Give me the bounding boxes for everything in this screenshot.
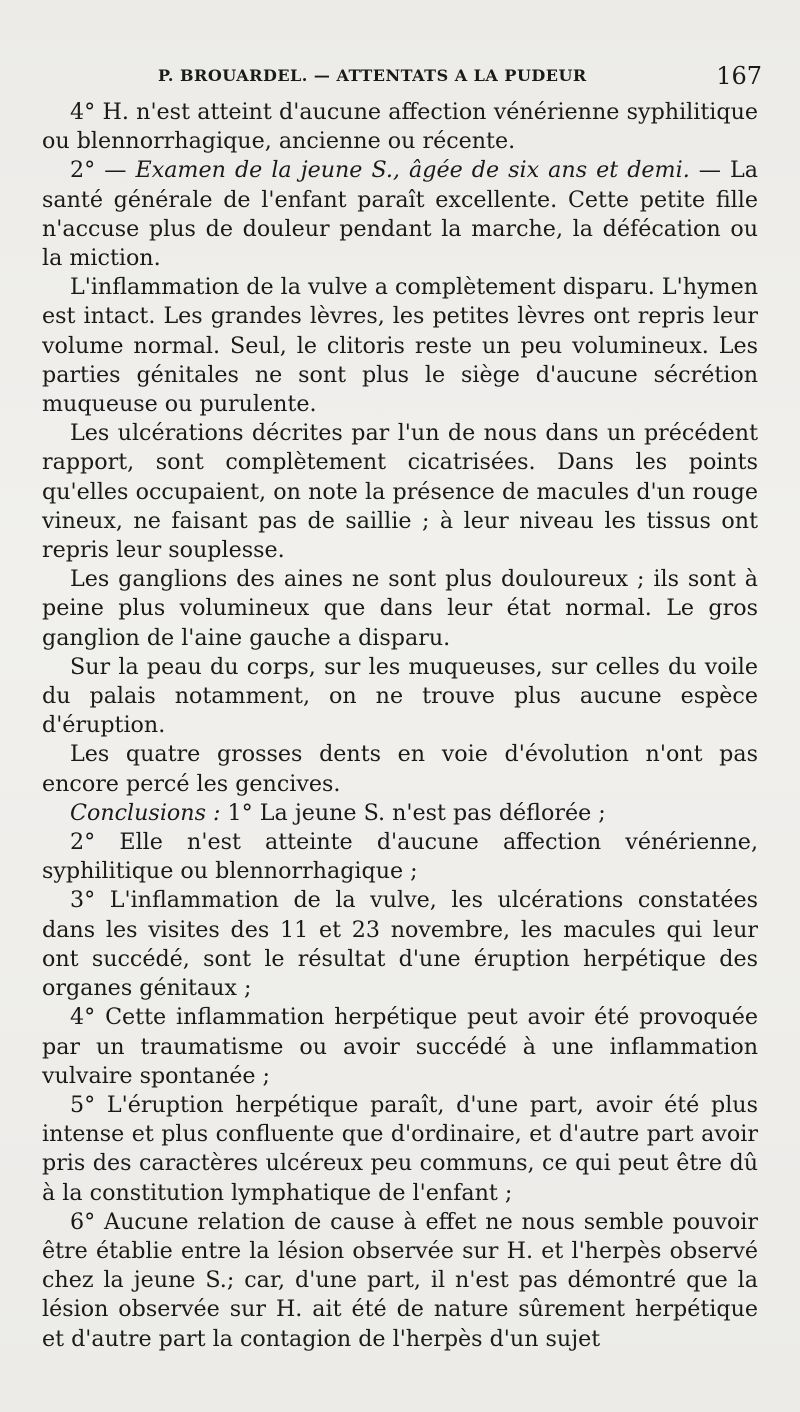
paragraph: Conclusions : 1° La jeune S. n'est pas déflorée ;: [70, 799, 606, 826]
running-head: P. BROUARDEL. — ATTENTATS A LA PUDEUR: [158, 66, 587, 85]
paragraph: 6° Aucune relation de cause à effet ne nous semble pouvoir être établie entre la lésion observée sur H. et l'herpès observé chez la jeune S.; car, d'une part, il n'est pas démontré que la lésion observée sur H. ait été de nature sûrement herpétique et d'autre part la contagion de l'herpès d'un sujet: [42, 1208, 758, 1352]
paragraph: Sur la peau du corps, sur les muqueuses, sur celles du voile du palais notamment, on ne trouve plus aucune espèce d'éruption.: [42, 653, 758, 739]
paragraph: 4° H. n'est atteint d'aucune affection vénérienne syphilitique ou blennorrhagique, ancienne ou récente.: [42, 99, 758, 155]
conclusions-heading: Conclusions :: [70, 799, 221, 826]
paragraph: Les ulcérations décrites par l'un de nous dans un précédent rapport, sont complètement cicatrisées. Dans les points qu'elles occupaient, on note la présence de macules d'un rouge vineux, ne faisant pas de saillie ; à leur niveau les tissus ont repris leur souplesse.: [42, 420, 758, 564]
body-text: [42, 98, 758, 1354]
paragraph: 3° L'inflammation de la vulve, les ulcérations constatées dans les visites des 11 et 23 novembre, les macules qui leur ont succédé, sont le résultat d'une éruption herpétique des organes génitaux ;: [42, 887, 758, 1002]
section-heading: Examen de la jeune S., âgée de six ans et demi.: [135, 157, 690, 184]
page-header: [40, 62, 762, 96]
paragraph: 4° Cette inflammation herpétique peut avoir été provoquée par un traumatisme ou avoir succédé à une inflammation vulvaire spontanée ;: [42, 1004, 758, 1089]
page-number: 167: [716, 62, 762, 90]
paragraph: 2° Elle n'est atteinte d'aucune affection vénérienne, syphilitique ou blennorrhagique ;: [42, 829, 758, 885]
paragraph: 5° L'éruption herpétique paraît, d'une part, avoir été plus intense et plus confluente que d'ordinaire, et d'autre part avoir pris des caractères ulcéreux peu communs, ce qui peut être dû à la constitution lymphatique de l'enfant ;: [42, 1091, 758, 1206]
paragraph: Les ganglions des aines ne sont plus douloureux ; ils sont à peine plus volumineux que dans leur état normal. Le gros ganglion de l'aine gauche a disparu.: [42, 566, 758, 651]
paragraph: Les quatre grosses dents en voie d'évolution n'ont pas encore percé les gencives.: [42, 741, 758, 797]
paragraph: 2° — Examen de la jeune S., âgée de six ans et demi. — La santé générale de l'enfant paraît excellente. Cette petite fille n'accuse plus de douleur pendant la marche, la défécation ou la miction.: [42, 157, 758, 272]
paragraph: L'inflammation de la vulve a complètement disparu. L'hymen est intact. Les grandes lèvres, les petites lèvres ont repris leur volume normal. Seul, le clitoris reste un peu volumineux. Les parties génitales ne sont plus le siège d'aucune sécrétion muqueuse ou purulente.: [42, 274, 758, 418]
